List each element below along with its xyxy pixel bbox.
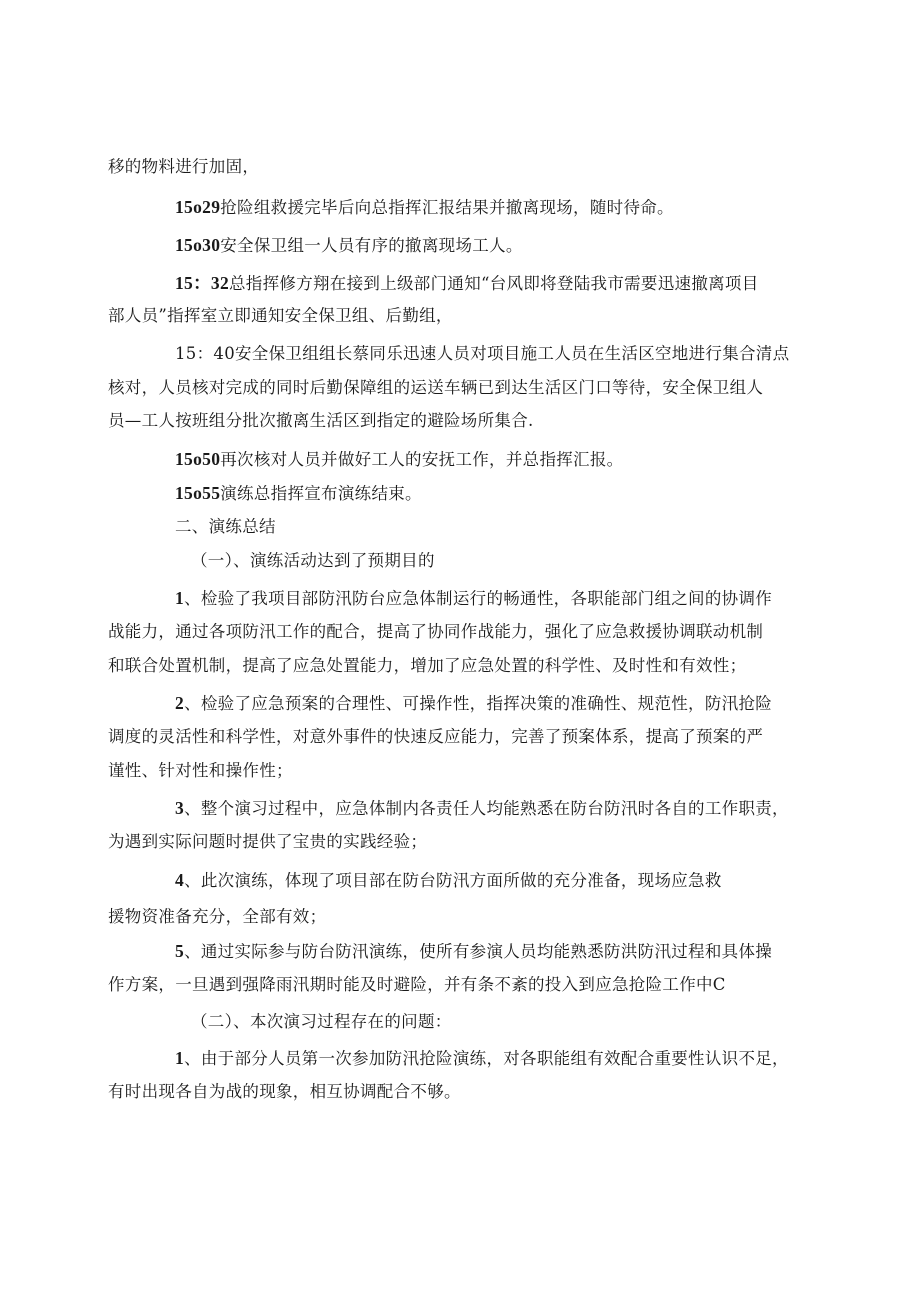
text-line: 15o55演练总指挥宣布演练结束。: [175, 483, 422, 503]
section-heading: 二、演练总结: [175, 517, 276, 536]
item-number: 1: [175, 1048, 185, 1068]
text-line: 和联合处置机制，提高了应急处置能力，增加了应急处置的科学性、及时性和有效性；: [108, 656, 747, 675]
text-line: 15：32总指挥修方翔在接到上级部门通知“台风即将登陆我市需要迅速撤离项目: [175, 273, 759, 293]
item-number: 4: [175, 870, 185, 890]
text-line: 有时出现各自为战的现象，相互协调配合不够。: [108, 1082, 461, 1101]
text-line: 谨性、针对性和操作性；: [108, 761, 293, 780]
text-line: 作方案，一旦遇到强降雨汛期时能及时避险，并有条不紊的投入到应急抢险工作中C: [108, 975, 726, 994]
time-label: 15o29: [175, 197, 221, 217]
text-line: 调度的灵活性和科学性，对意外事件的快速反应能力，完善了预案体系，提高了预案的严: [108, 727, 764, 746]
text-line: 移的物料进行加固，: [108, 157, 260, 176]
text-line: 部人员”指挥室立即通知安全保卫组、后勤组，: [108, 306, 453, 325]
text-line: 5、通过实际参与防台防汛演练，使所有参演人员均能熟悉防洪防汛过程和具体操: [175, 941, 773, 961]
text-line: 1、检验了我项目部防汛防台应急体制运行的畅通性，各职能部门组之间的协调作: [175, 588, 773, 608]
text-line: 4、此次演练，体现了项目部在防台防汛方面所做的充分准备，现场应急救: [175, 870, 722, 890]
item-number: 2: [175, 693, 185, 713]
item-number: 3: [175, 798, 185, 818]
item-number: 5: [175, 941, 185, 961]
time-label: 15o55: [175, 483, 221, 503]
subsection-heading: （一）、演练活动达到了预期目的: [191, 551, 435, 570]
text-line: 2、检验了应急预案的合理性、可操作性，指挥决策的准确性、规范性，防汛抢险: [175, 693, 773, 713]
text-line: 1、由于部分人员第一次参加防汛抢险演练，对各职能组有效配合重要性认识不足，: [175, 1048, 789, 1068]
time-label: 15o50: [175, 449, 221, 469]
text-line: 核对，人员核对完成的同时后勤保障组的运送车辆已到达生活区门口等待，安全保卫组人: [108, 378, 764, 397]
time-label: 15：32: [175, 273, 229, 293]
text-line: 15o50再次核对人员并做好工人的安抚工作，并总指挥汇报。: [175, 449, 624, 469]
text-line: 15：40安全保卫组组长蔡同乐迅速人员对项目施工人员在生活区空地进行集合清点: [175, 344, 790, 363]
text-line: 员—工人按班组分批次撤离生活区到指定的避险场所集合.: [108, 411, 534, 430]
text-line: 3、整个演习过程中，应急体制内各责任人均能熟悉在防台防汛时各自的工作职责，: [175, 798, 789, 818]
text-line: 15o29抢险组救援完毕后向总指挥汇报结果并撤离现场，随时待命。: [175, 197, 674, 217]
text-line: 援物资准备充分，全部有效；: [108, 907, 327, 926]
text-line: 战能力，通过各项防汛工作的配合，提高了协同作战能力，强化了应急救援协调联动机制: [108, 622, 764, 641]
text-line: 为遇到实际问题时提供了宝贵的实践经验；: [108, 832, 428, 851]
time-label: 15o30: [175, 235, 221, 255]
item-number: 1: [175, 588, 185, 608]
text-line: 15o30安全保卫组一人员有序的撤离现场工人。: [175, 235, 523, 255]
subsection-heading: （二）、本次演习过程存在的问题：: [191, 1012, 452, 1031]
